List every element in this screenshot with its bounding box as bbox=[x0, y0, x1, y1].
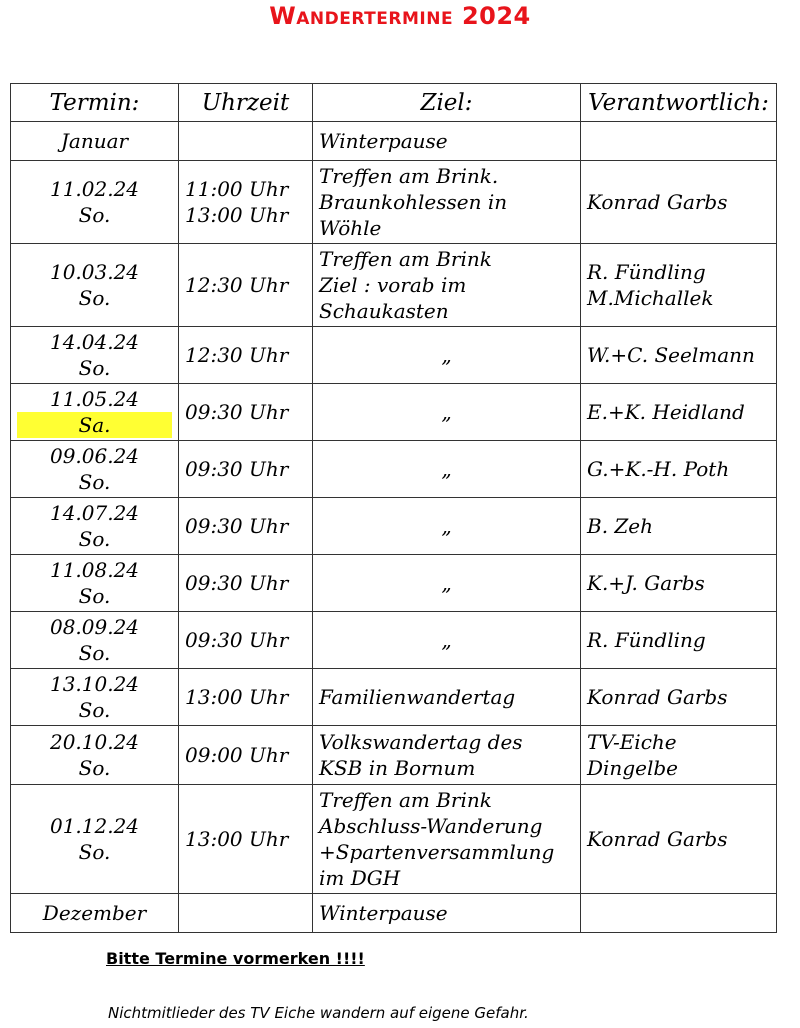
cell-termin-line: So. bbox=[78, 641, 111, 665]
table-row bbox=[11, 555, 777, 612]
title-rest: andertermine bbox=[296, 2, 454, 30]
cell-uhrzeit-line: 12:30 Uhr bbox=[185, 343, 289, 367]
cell-verantwortlich bbox=[581, 555, 777, 612]
table-row bbox=[11, 726, 777, 785]
cell-termin bbox=[11, 785, 179, 894]
page-title bbox=[0, 0, 800, 32]
cell-ziel bbox=[313, 244, 581, 327]
cell-termin-line: So. bbox=[78, 527, 111, 551]
cell-verantwortlich bbox=[581, 726, 777, 785]
cell-uhrzeit-line: 13:00 Uhr bbox=[185, 685, 289, 709]
cell-verantwortlich-line: Dingelbe bbox=[587, 756, 678, 780]
cell-uhrzeit-line: 09:30 Uhr bbox=[185, 628, 289, 652]
cell-termin bbox=[11, 555, 179, 612]
cell-termin-line: Januar bbox=[60, 129, 129, 153]
table-row bbox=[11, 669, 777, 726]
cell-termin-line: 11.05.24 bbox=[49, 387, 140, 411]
cell-termin-line: So. bbox=[78, 286, 111, 310]
cell-uhrzeit-line: 09:00 Uhr bbox=[185, 743, 289, 767]
cell-verantwortlich-line: M.Michallek bbox=[587, 286, 714, 310]
table-row bbox=[11, 441, 777, 498]
table-row bbox=[11, 161, 777, 244]
cell-verantwortlich bbox=[581, 441, 777, 498]
cell-termin bbox=[11, 161, 179, 244]
cell-verantwortlich bbox=[581, 894, 777, 933]
header-ziel: Ziel: bbox=[313, 84, 581, 122]
table-row bbox=[11, 498, 777, 555]
cell-termin-line: So. bbox=[78, 698, 111, 722]
cell-uhrzeit bbox=[179, 327, 313, 384]
cell-uhrzeit bbox=[179, 669, 313, 726]
cell-verantwortlich-line: G.+K.-H. Poth bbox=[587, 457, 730, 481]
cell-termin-line: So. bbox=[78, 356, 111, 380]
cell-ziel-line: Winterpause bbox=[319, 129, 448, 153]
cell-verantwortlich bbox=[581, 384, 777, 441]
cell-verantwortlich bbox=[581, 669, 777, 726]
header-verantwortlich: Verantwortlich: bbox=[581, 84, 777, 122]
table-row bbox=[11, 612, 777, 669]
table-row bbox=[11, 244, 777, 327]
cell-termin-line: 08.09.24 bbox=[49, 615, 140, 639]
cell-termin-line: Dezember bbox=[42, 901, 147, 925]
cell-uhrzeit-line: 09:30 Uhr bbox=[185, 514, 289, 538]
cell-termin bbox=[11, 498, 179, 555]
cell-termin-line: So. bbox=[78, 840, 111, 864]
cell-uhrzeit bbox=[179, 441, 313, 498]
cell-uhrzeit bbox=[179, 612, 313, 669]
cell-verantwortlich-line: E.+K. Heidland bbox=[587, 400, 745, 424]
cell-ziel bbox=[313, 612, 581, 669]
cell-ziel-line: Ziel : vorab im bbox=[319, 273, 467, 297]
cell-verantwortlich bbox=[581, 498, 777, 555]
schedule-table bbox=[10, 83, 777, 933]
cell-termin bbox=[11, 244, 179, 327]
cell-uhrzeit-line: 09:30 Uhr bbox=[185, 571, 289, 595]
cell-ziel bbox=[313, 726, 581, 785]
cell-ziel bbox=[313, 327, 581, 384]
cell-uhrzeit bbox=[179, 726, 313, 785]
cell-verantwortlich-line: TV-Eiche bbox=[587, 730, 677, 754]
cell-ziel-line: Braunkohlessen in bbox=[319, 190, 508, 214]
cell-verantwortlich-line: Konrad Garbs bbox=[587, 190, 728, 214]
cell-ziel-line: Wöhle bbox=[319, 216, 382, 240]
highlighted-weekday: Sa. bbox=[17, 412, 172, 438]
cell-termin-line: 09.06.24 bbox=[49, 444, 140, 468]
cell-ziel bbox=[313, 161, 581, 244]
cell-termin bbox=[11, 612, 179, 669]
cell-termin-line: So. bbox=[78, 470, 111, 494]
cell-termin bbox=[11, 669, 179, 726]
cell-uhrzeit bbox=[179, 244, 313, 327]
cell-ziel bbox=[313, 441, 581, 498]
cell-uhrzeit-line: 13:00 Uhr bbox=[185, 203, 289, 227]
table-row bbox=[11, 785, 777, 894]
cell-ziel-line: Schaukasten bbox=[319, 299, 449, 323]
table-row bbox=[11, 122, 777, 161]
cell-termin bbox=[11, 327, 179, 384]
cell-uhrzeit-line: 09:30 Uhr bbox=[185, 400, 289, 424]
cell-termin-line: 11.02.24 bbox=[49, 177, 140, 201]
cell-termin bbox=[11, 441, 179, 498]
cell-ziel-line: Treffen am Brink. bbox=[319, 164, 499, 188]
cell-uhrzeit bbox=[179, 161, 313, 244]
cell-termin-line: So. bbox=[78, 756, 111, 780]
cell-verantwortlich-line: W.+C. Seelmann bbox=[587, 343, 755, 367]
cell-ziel bbox=[313, 122, 581, 161]
cell-termin bbox=[11, 122, 179, 161]
cell-uhrzeit bbox=[179, 122, 313, 161]
cell-ziel-line: „ bbox=[441, 571, 452, 595]
cell-verantwortlich-line: B. Zeh bbox=[587, 514, 654, 538]
header-uhrzeit: Uhrzeit bbox=[179, 84, 313, 122]
cell-termin-line: 14.04.24 bbox=[49, 330, 140, 354]
cell-ziel-line: Familienwandertag bbox=[319, 685, 516, 709]
cell-ziel bbox=[313, 555, 581, 612]
cell-ziel-line: „ bbox=[441, 628, 452, 652]
cell-verantwortlich-line: R. Fündling bbox=[587, 260, 706, 284]
cell-uhrzeit-line: 09:30 Uhr bbox=[185, 457, 289, 481]
cell-uhrzeit bbox=[179, 785, 313, 894]
header-row bbox=[11, 84, 777, 122]
title-first-letter: W bbox=[269, 2, 297, 30]
cell-ziel bbox=[313, 785, 581, 894]
cell-ziel bbox=[313, 498, 581, 555]
cell-ziel-line: Treffen am Brink bbox=[319, 788, 492, 812]
cell-verantwortlich-line: R. Fündling bbox=[587, 628, 706, 652]
cell-termin bbox=[11, 384, 179, 441]
cell-ziel-line: Volkswandertag des bbox=[319, 730, 523, 754]
cell-ziel-line: Abschluss-Wanderung bbox=[319, 814, 543, 838]
cell-uhrzeit-line: 11:00 Uhr bbox=[185, 177, 289, 201]
cell-ziel-line: „ bbox=[441, 457, 452, 481]
cell-termin bbox=[11, 726, 179, 785]
cell-uhrzeit bbox=[179, 498, 313, 555]
cell-termin-line bbox=[17, 412, 172, 438]
cell-ziel bbox=[313, 384, 581, 441]
cell-ziel bbox=[313, 669, 581, 726]
title-year: 2024 bbox=[461, 2, 531, 30]
disclaimer-text: Nichtmitlieder des TV Eiche wandern auf eigene Gefahr. bbox=[108, 1004, 529, 1022]
cell-verantwortlich bbox=[581, 612, 777, 669]
cell-termin-line: So. bbox=[78, 584, 111, 608]
header-termin: Termin: bbox=[11, 84, 179, 122]
cell-verantwortlich bbox=[581, 785, 777, 894]
cell-ziel-line: Treffen am Brink bbox=[319, 247, 492, 271]
cell-verantwortlich bbox=[581, 327, 777, 384]
cell-verantwortlich bbox=[581, 161, 777, 244]
cell-verantwortlich bbox=[581, 244, 777, 327]
cell-ziel-line: „ bbox=[441, 514, 452, 538]
cell-verantwortlich-line: Konrad Garbs bbox=[587, 685, 728, 709]
cell-uhrzeit-line: 13:00 Uhr bbox=[185, 827, 289, 851]
reminder-text: Bitte Termine vormerken !!!! bbox=[106, 949, 365, 968]
cell-verantwortlich-line: Konrad Garbs bbox=[587, 827, 728, 851]
cell-ziel-line: KSB in Bornum bbox=[319, 756, 476, 780]
cell-uhrzeit bbox=[179, 894, 313, 933]
cell-termin bbox=[11, 894, 179, 933]
cell-termin-line: 14.07.24 bbox=[49, 501, 140, 525]
cell-termin-line: 20.10.24 bbox=[49, 730, 140, 754]
cell-ziel-line: Winterpause bbox=[319, 901, 448, 925]
table-row bbox=[11, 327, 777, 384]
cell-uhrzeit-line: 12:30 Uhr bbox=[185, 273, 289, 297]
cell-verantwortlich bbox=[581, 122, 777, 161]
cell-ziel-line: +Spartenversammlung bbox=[319, 840, 555, 864]
cell-termin-line: 13.10.24 bbox=[49, 672, 140, 696]
cell-uhrzeit bbox=[179, 384, 313, 441]
cell-ziel-line: „ bbox=[441, 400, 452, 424]
cell-termin-line: 01.12.24 bbox=[49, 814, 140, 838]
table-row bbox=[11, 894, 777, 933]
cell-verantwortlich-line: K.+J. Garbs bbox=[587, 571, 705, 595]
cell-uhrzeit bbox=[179, 555, 313, 612]
table-row bbox=[11, 384, 777, 441]
cell-termin-line: 11.08.24 bbox=[49, 558, 140, 582]
cell-ziel-line: im DGH bbox=[319, 866, 401, 890]
cell-ziel bbox=[313, 894, 581, 933]
cell-termin-line: So. bbox=[78, 203, 111, 227]
cell-termin-line: 10.03.24 bbox=[49, 260, 140, 284]
cell-ziel-line: „ bbox=[441, 343, 452, 367]
